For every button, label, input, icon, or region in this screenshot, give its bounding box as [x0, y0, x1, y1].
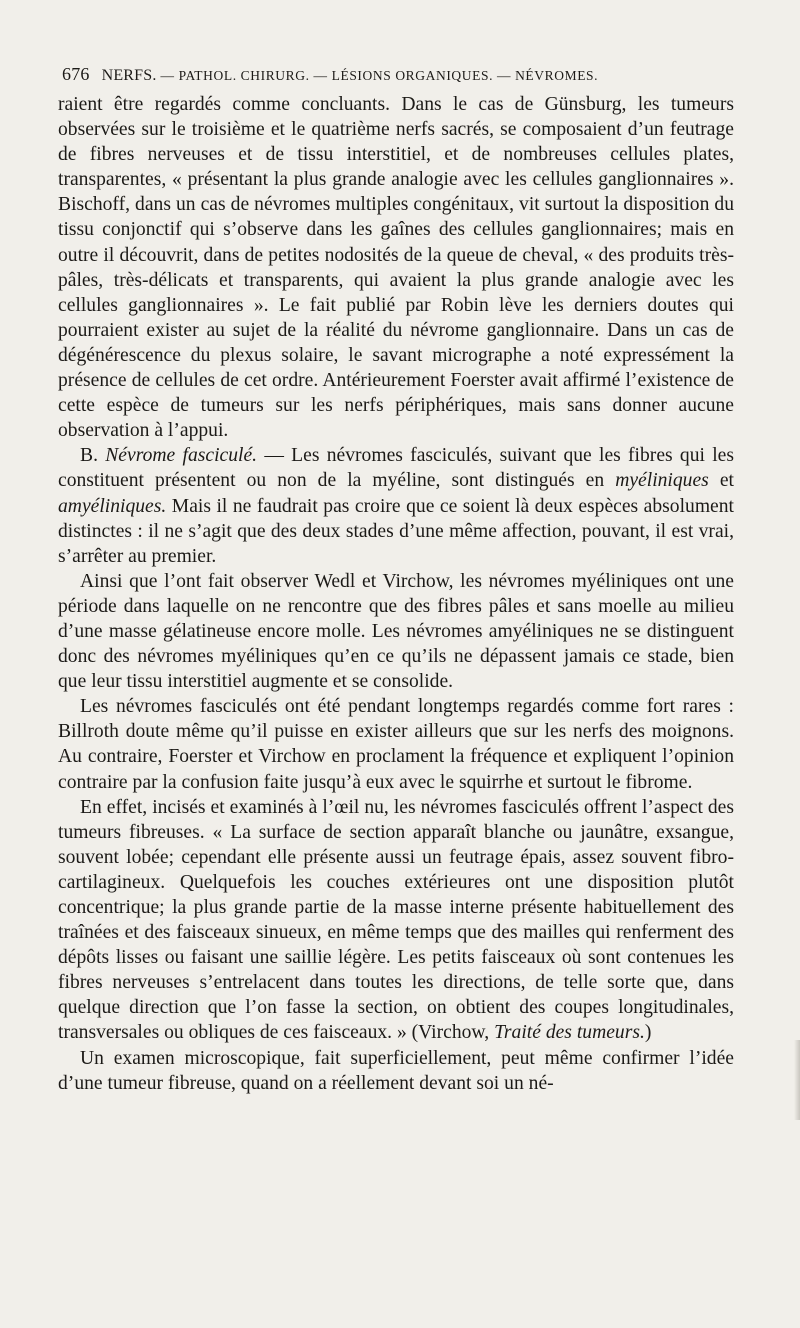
paragraph-2-text-c: Mais il ne faudrait pas croire que ce soient là deux espèces absolument distinctes : il ne s’agit que des deux stades d’une même affection, pouvant, il est vrai, s’arrêter au premier. [58, 495, 734, 567]
section-heading: Névrome fasciculé. [105, 445, 258, 467]
body-text [58, 92, 734, 1096]
paragraph-1: raient être regardés comme concluants. Dans le cas de Günsburg, les tumeurs observées sur le troisième et le quatrième nerfs sacrés, se composaient d’un feutrage de fibres nerveuses et de tissu interstitiel, et de nombreuses cellules plates, transparentes, « présentant la plus grande analogie avec les cellules ganglionnaires ». Bischoff, dans un cas de névromes multiples congénitaux, vit surtout la disposition du tissu conjonctif qui s’observe dans les gaînes des cellules ganglionnaires; mais en outre il découvrit, dans de petites nodosités de la queue de cheval, « des produits très-pâles, très-délicats et transparents, qui avaient la plus grande analogie avec les cellules ganglionnaires ». Le fait publié par Robin lève les derniers doutes qui pourraient exister au sujet de la réalité du névrome ganglionnaire. Dans un cas de dégénérescence du plexus solaire, le savant micrographe a noté expressément la présence de cellules de cet ordre. Antérieurement Foerster avait affirmé l’existence de cette espèce de tumeurs sur les nerfs périphériques, mais sans donner aucune observation à l’appui. [58, 94, 734, 442]
header-section: NERFS. [101, 67, 157, 84]
paragraph-2-text-b: et [708, 470, 734, 492]
section-letter: B. [80, 445, 98, 467]
header-subtitle: — PATHOL. CHIRURG. — LÉSIONS ORGANIQUES. — NÉVROMES. [160, 68, 599, 83]
paragraph-4: Les névromes fasciculés ont été pendant longtemps regardés comme fort rares : Billroth doute même qu’il puisse en exister ailleurs que sur les nerfs des moignons. Au contraire, Foerster et Virchow en proclament la fréquence et expliquent l’opinion contraire par la confusion faite jusqu’à eux avec le squirrhe et surtout le fibrome. [58, 696, 734, 793]
page-number: 676 [62, 64, 90, 84]
paragraph-2 [58, 443, 734, 568]
term-amyeliniques: amyéliniques. [58, 495, 167, 517]
running-header [62, 64, 742, 85]
paragraph-3: Ainsi que l’ont fait observer Wedl et Virchow, les névromes myéliniques ont une période dans laquelle on ne rencontre que des fibres pâles et sans moelle au milieu d’une masse gélatineuse encore molle. Les névromes amyéliniques ne se distinguent donc des névromes myéliniques qu’en ce qu’ils ne dépassent jamais ce stade, bien que leur tissu interstitiel augmente et se consolide. [58, 570, 734, 693]
paragraph-6: Un examen microscopique, fait superficiellement, peut même confirmer l’idée d’une tumeur fibreuse, quand on a réellement devant soi un né- [58, 1047, 734, 1094]
page-edge-shadow [794, 1040, 800, 1120]
paragraph-5-text-b: ) [644, 1022, 652, 1044]
citation-title: Traité des tumeurs. [494, 1022, 645, 1044]
paragraph-5 [58, 795, 734, 1046]
paragraph-2-text-a: — Les névromes fasciculés, suivant que les fibres qui les constituent présentent ou non de la myéline, sont distingués en [58, 445, 734, 492]
term-myeliniques: myéliniques [615, 470, 709, 492]
paragraph-5-text-a: En effet, incisés et examinés à l’œil nu, les névromes fasciculés offrent l’aspect des tumeurs fibreuses. « La surface de section apparaît blanche ou jaunâtre, exsangue, souvent lobée; cependant elle présente aussi un feutrage épais, assez souvent fibro-cartilagineux. Quelquefois les couches extérieures ont une disposition plutôt concentrique; la plus grande partie de la masse interne présente habituellement des traînées et des faisceaux sinueux, en même temps que des mailles qui renferment des dépôts lisses ou faisant une saillie légère. Les petits faisceaux où sont contenues les fibres nerveuses s’entrelacent dans toutes les directions, de telle sorte que, dans quelque direction que l’on fasse la section, on obtient des coupes longitudinales, transversales ou obliques de ces faisceaux. » (Virchow, [58, 796, 734, 1044]
